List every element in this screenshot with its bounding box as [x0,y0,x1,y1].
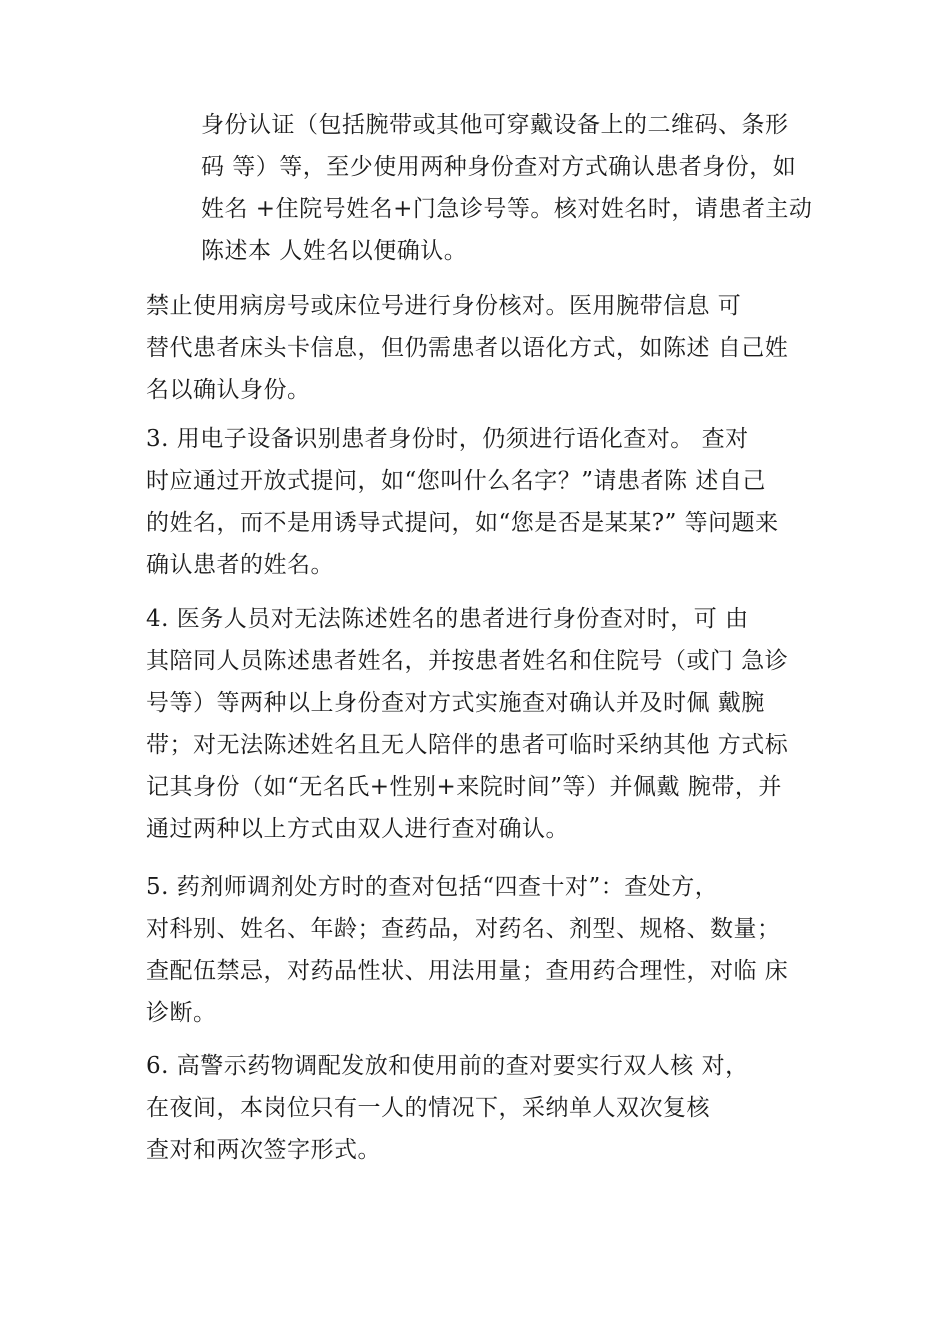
text-line: 身份认证（包括腕带或其他可穿戴设备上的二维码、条形 [201,112,789,138]
text-line: 确认患者的姓名。 [146,552,334,578]
text-line: 通过两种以上方式由双人进行查对确认。 [146,816,569,842]
text-line: 对科别、姓名、年龄；查药品，对药名、剂型、规格、数量； [146,916,781,942]
paragraph-item-3 [146,418,779,586]
text-line: 时应通过开放式提问，如“您叫什么名字？”请患者陈 述自己 [146,468,766,494]
paragraph-item-6 [146,1045,749,1171]
text-line: 6. 高警示药物调配发放和使用前的查对要实行双人核 对， [146,1053,749,1079]
text-line: 诊断。 [146,1000,217,1026]
text-line: 在夜间，本岗位只有一人的情况下，采纳单人双次复核 [146,1095,710,1121]
paragraph-item-5 [146,866,788,1034]
text-line: 名以确认身份。 [146,377,311,403]
paragraph-room-number-prohibition [146,285,788,411]
text-line: 禁止使用病房号或床位号进行身份核对。医用腕带信息 可 [146,293,742,319]
text-line: 替代患者床头卡信息，但仍需患者以语化方式，如陈述 自己姓 [146,335,789,361]
text-line: 5. 药剂师调剂处方时的查对包括“四查十对”：查处方， [146,874,719,900]
text-line: 姓名 +住院号姓名+门急诊号等。核对姓名时，请患者主动 [201,196,813,222]
paragraph-item-4 [146,598,788,850]
text-line: 记其身份（如“无名氏+性别+来院时间”等）并佩戴 腕带，并 [146,774,782,800]
text-line: 号等）等两种以上身份查对方式实施查对确认并及时佩 戴腕 [146,690,765,716]
text-line: 带；对无法陈述姓名且无人陪伴的患者可临时采纳其他 方式标 [146,732,789,758]
text-line: 码 等）等，至少使用两种身份查对方式确认患者身份，如 [201,154,797,180]
text-line: 其陪同人员陈述患者姓名，并按患者姓名和住院号（或门 急诊 [146,648,789,674]
text-line: 的姓名，而不是用诱导式提问，如“您是否是某某?” 等问题来 [146,510,779,536]
text-line: 查配伍禁忌，对药品性状、用法用量；查用药合理性，对临 床 [146,958,789,984]
text-line: 4. 医务人员对无法陈述姓名的患者进行身份查对时，可 由 [146,606,749,632]
text-line: 陈述本 人姓名以便确认。 [201,238,468,264]
text-line: 查对和两次签字形式。 [146,1137,381,1163]
paragraph-identity-authentication [201,104,812,272]
text-line: 3. 用电子设备识别患者身份时，仍须进行语化查对。 查对 [146,426,749,452]
